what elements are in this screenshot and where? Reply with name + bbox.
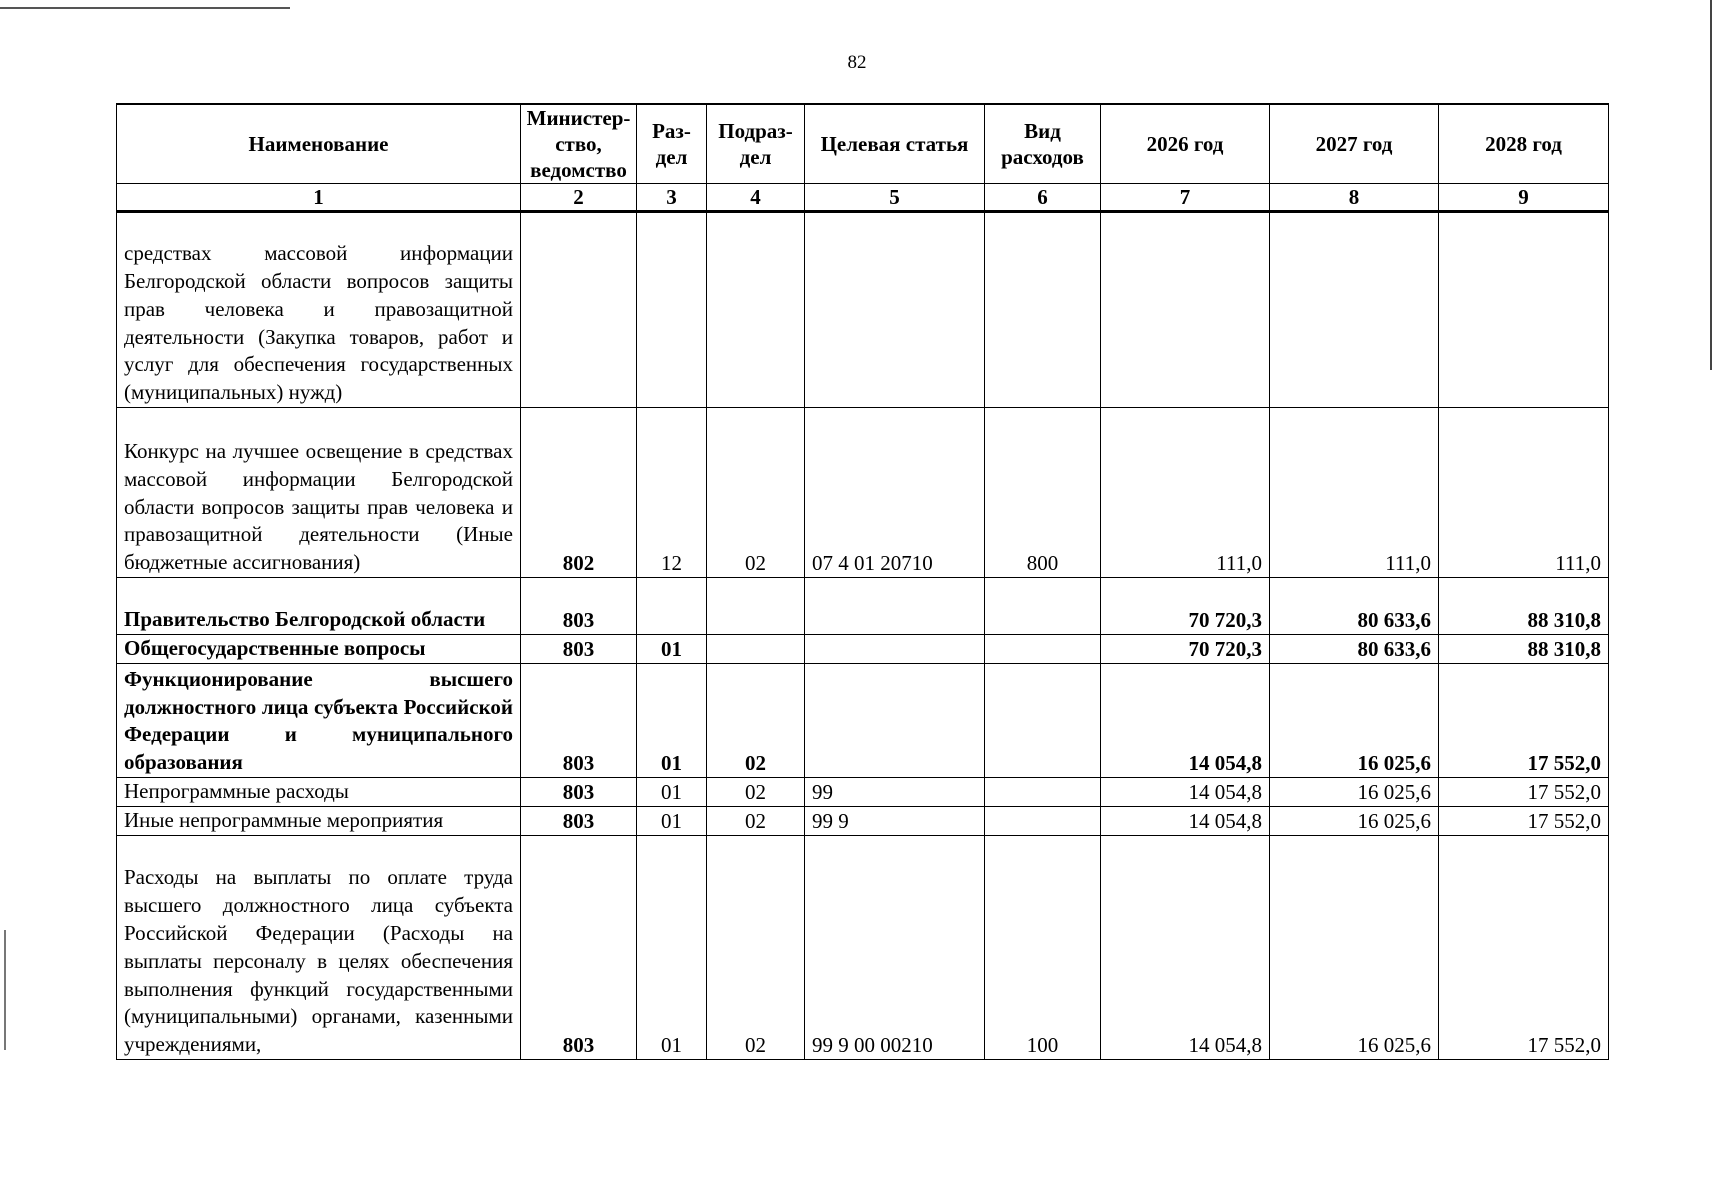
row-ministry: 803 [521, 778, 637, 807]
row-amount-2027: 80 633,6 [1270, 578, 1439, 635]
row-name: Непрограммные расходы [117, 778, 521, 807]
budget-table [116, 103, 1609, 1060]
row-amount-2027: 16 025,6 [1270, 664, 1439, 778]
row-amount-2028 [1439, 212, 1609, 408]
row-target: 99 9 [805, 807, 985, 836]
row-ministry: 803 [521, 664, 637, 778]
row-target: 07 4 01 20710 [805, 408, 985, 578]
column-number-row [117, 184, 1609, 212]
row-section: 01 [637, 836, 707, 1060]
row-amount-2026: 70 720,3 [1101, 635, 1270, 664]
column-number: 3 [637, 184, 707, 212]
row-target [805, 578, 985, 635]
row-expense-type [985, 664, 1101, 778]
column-number: 9 [1439, 184, 1609, 212]
row-name: Иные непрограммные мероприятия [117, 807, 521, 836]
row-target: 99 9 00 00210 [805, 836, 985, 1060]
column-number: 2 [521, 184, 637, 212]
row-section [637, 212, 707, 408]
table-row [117, 578, 1609, 635]
header-section: Раз-дел [637, 104, 707, 184]
row-subsection [707, 578, 805, 635]
row-target [805, 664, 985, 778]
row-name: Функционирование высшего должностного лица субъекта Российской Федерации и муниципального образования [117, 664, 521, 778]
row-name: Правительство Белгородской области [117, 578, 521, 635]
row-expense-type [985, 778, 1101, 807]
table-row [117, 212, 1609, 408]
row-amount-2026: 111,0 [1101, 408, 1270, 578]
header-name: Наименование [117, 104, 521, 184]
row-amount-2028: 17 552,0 [1439, 836, 1609, 1060]
row-amount-2027: 16 025,6 [1270, 778, 1439, 807]
row-name: средствах массовой информации Белгородской области вопросов защиты прав человека и правозащитной деятельности (Закупка товаров, работ и услуг для обеспечения государственных (муниципальных) нужд) [117, 212, 521, 408]
row-amount-2026: 14 054,8 [1101, 778, 1270, 807]
row-target [805, 635, 985, 664]
row-ministry: 803 [521, 578, 637, 635]
row-amount-2026: 14 054,8 [1101, 836, 1270, 1060]
row-section: 01 [637, 778, 707, 807]
table-row [117, 778, 1609, 807]
row-ministry: 803 [521, 836, 637, 1060]
row-name: Общегосударственные вопросы [117, 635, 521, 664]
row-amount-2027 [1270, 212, 1439, 408]
row-expense-type [985, 635, 1101, 664]
header-ministry: Министер-ство, ведомство [521, 104, 637, 184]
column-number: 5 [805, 184, 985, 212]
row-expense-type [985, 212, 1101, 408]
row-section: 01 [637, 635, 707, 664]
row-amount-2026 [1101, 212, 1270, 408]
row-subsection: 02 [707, 664, 805, 778]
row-section: 01 [637, 807, 707, 836]
row-amount-2028: 17 552,0 [1439, 778, 1609, 807]
table-row [117, 836, 1609, 1060]
row-expense-type: 800 [985, 408, 1101, 578]
row-name: Конкурс на лучшее освещение в средствах массовой информации Белгородской области вопросов защиты прав человека и правозащитной деятельности (Иные бюджетные ассигнования) [117, 408, 521, 578]
page-number: 82 [847, 52, 867, 73]
row-target: 99 [805, 778, 985, 807]
header-year-2028: 2028 год [1439, 104, 1609, 184]
table-row [117, 664, 1609, 778]
row-amount-2027: 111,0 [1270, 408, 1439, 578]
row-amount-2026: 14 054,8 [1101, 664, 1270, 778]
row-subsection: 02 [707, 836, 805, 1060]
row-name: Расходы на выплаты по оплате труда высшего должностного лица субъекта Российской Федерации (Расходы на выплаты персоналу в целях обеспечения выполнения функций государственными (муниципальными) органами, казенными учреждениями, [117, 836, 521, 1060]
row-amount-2028: 17 552,0 [1439, 664, 1609, 778]
row-amount-2026: 14 054,8 [1101, 807, 1270, 836]
row-ministry: 803 [521, 807, 637, 836]
row-amount-2028: 17 552,0 [1439, 807, 1609, 836]
column-number: 1 [117, 184, 521, 212]
column-number: 7 [1101, 184, 1270, 212]
row-target [805, 212, 985, 408]
header-year-2027: 2027 год [1270, 104, 1439, 184]
row-subsection: 02 [707, 778, 805, 807]
row-ministry [521, 212, 637, 408]
row-ministry: 802 [521, 408, 637, 578]
row-amount-2027: 16 025,6 [1270, 836, 1439, 1060]
column-number: 4 [707, 184, 805, 212]
row-amount-2028: 88 310,8 [1439, 578, 1609, 635]
scan-edge-line-left [4, 930, 6, 1050]
row-amount-2026: 70 720,3 [1101, 578, 1270, 635]
row-expense-type: 100 [985, 836, 1101, 1060]
column-number: 6 [985, 184, 1101, 212]
row-amount-2028: 88 310,8 [1439, 635, 1609, 664]
table-row [117, 635, 1609, 664]
header-target: Целевая статья [805, 104, 985, 184]
row-expense-type [985, 807, 1101, 836]
row-subsection [707, 212, 805, 408]
row-ministry: 803 [521, 635, 637, 664]
scan-edge-line-top [0, 7, 290, 9]
row-section: 12 [637, 408, 707, 578]
header-row [117, 104, 1609, 184]
row-section [637, 578, 707, 635]
header-year-2026: 2026 год [1101, 104, 1270, 184]
column-number: 8 [1270, 184, 1439, 212]
row-amount-2028: 111,0 [1439, 408, 1609, 578]
header-subsection: Подраз-дел [707, 104, 805, 184]
row-subsection [707, 635, 805, 664]
row-subsection: 02 [707, 807, 805, 836]
row-section: 01 [637, 664, 707, 778]
row-expense-type [985, 578, 1101, 635]
header-expense-type: Вид расходов [985, 104, 1101, 184]
table-row [117, 807, 1609, 836]
table-row [117, 408, 1609, 578]
row-subsection: 02 [707, 408, 805, 578]
row-amount-2027: 80 633,6 [1270, 635, 1439, 664]
row-amount-2027: 16 025,6 [1270, 807, 1439, 836]
